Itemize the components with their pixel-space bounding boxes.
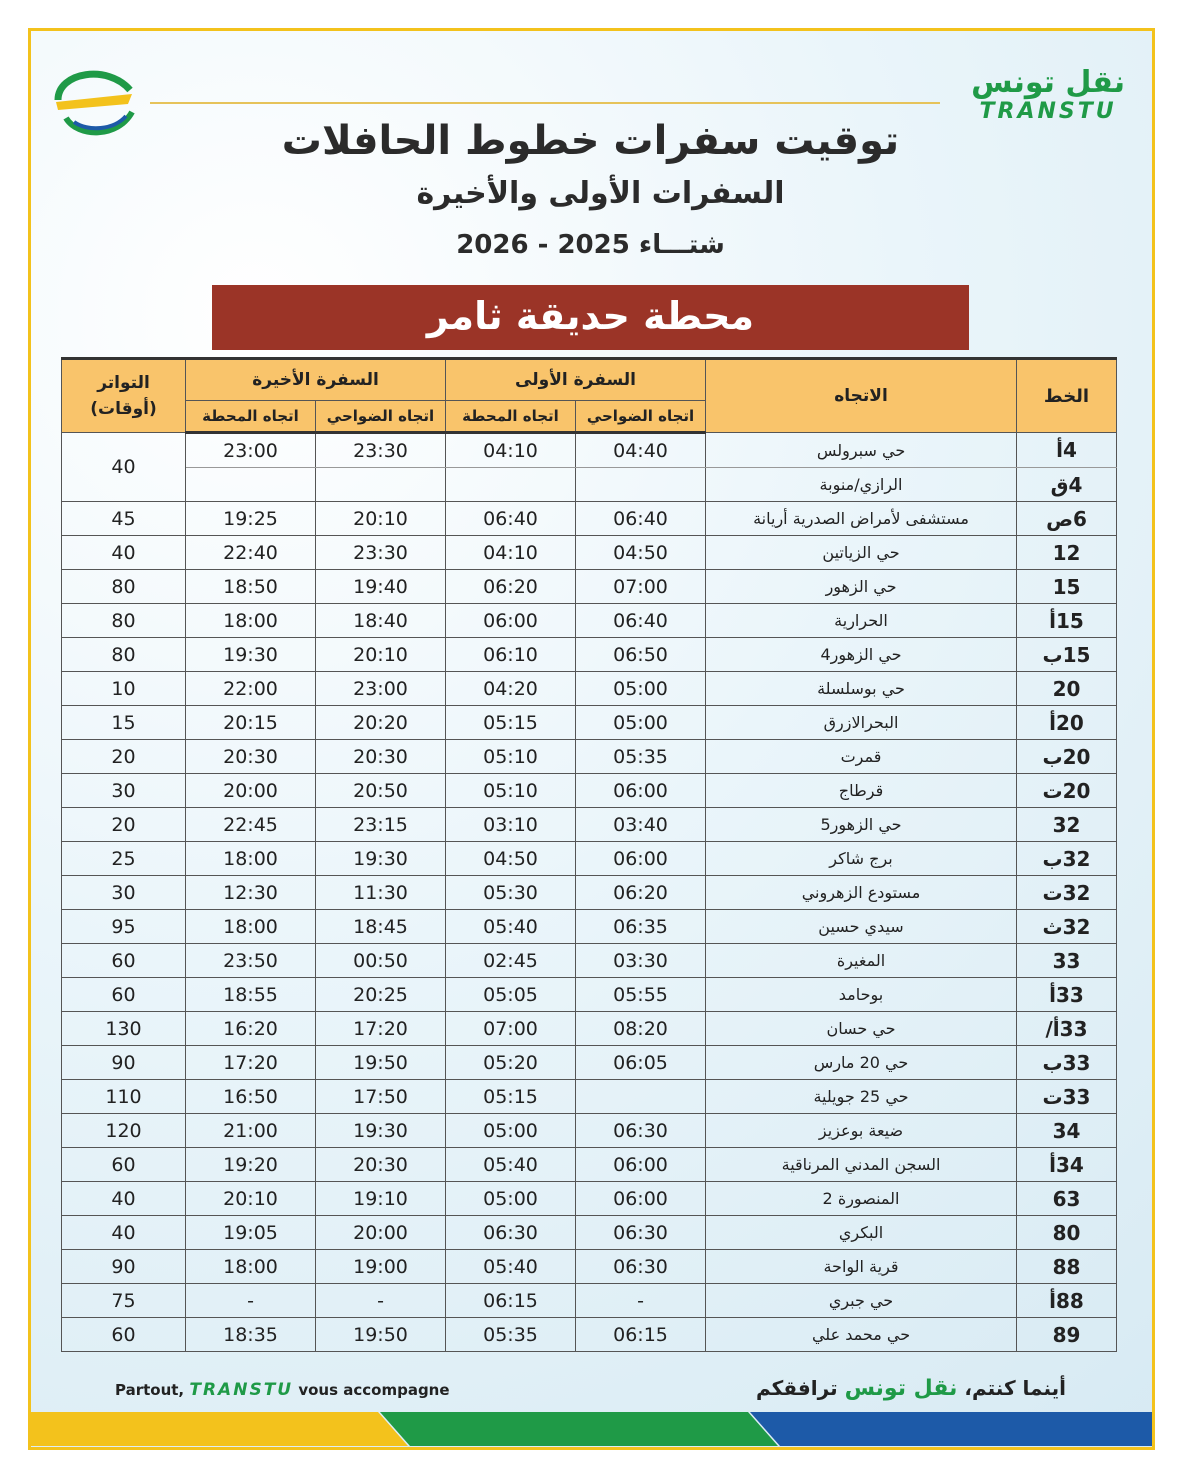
table-row (62, 433, 1117, 468)
last-toward-station-cell: 19:25 (186, 502, 316, 536)
frequency-cell: 75 (62, 1284, 186, 1318)
frequency-cell: 80 (62, 570, 186, 604)
last-toward-suburbs-cell: 19:30 (316, 842, 446, 876)
last-toward-suburbs-cell: 19:40 (316, 570, 446, 604)
last-toward-suburbs-cell: - (316, 1284, 446, 1318)
first-toward-suburbs-cell (576, 468, 706, 502)
first-toward-suburbs-cell: 03:40 (576, 808, 706, 842)
frequency-cell: 20 (62, 740, 186, 774)
frequency-cell: 60 (62, 1148, 186, 1182)
first-toward-station-cell: 06:30 (446, 1216, 576, 1250)
destination-cell: سيدي حسين (706, 910, 1017, 944)
first-toward-suburbs-cell: 06:40 (576, 604, 706, 638)
footer-ar-brand: نقل تونس (844, 1376, 958, 1401)
first-toward-station-cell: 05:00 (446, 1182, 576, 1216)
frequency-cell: 25 (62, 842, 186, 876)
header-first-toward-suburbs: اتجاه الضواحي (576, 401, 706, 433)
frequency-cell: 45 (62, 502, 186, 536)
last-toward-station-cell: 20:15 (186, 706, 316, 740)
last-toward-suburbs-cell: 20:00 (316, 1216, 446, 1250)
first-toward-suburbs-cell: 06:40 (576, 502, 706, 536)
first-toward-suburbs-cell: 06:05 (576, 1046, 706, 1080)
frequency-cell: 40 (62, 433, 186, 502)
first-toward-station-cell: 05:40 (446, 1250, 576, 1284)
frequency-cell: 95 (62, 910, 186, 944)
destination-cell: البحرالازرق (706, 706, 1017, 740)
line-cell: 4أ (1017, 433, 1117, 468)
last-toward-station-cell: 21:00 (186, 1114, 316, 1148)
last-toward-station-cell: 22:00 (186, 672, 316, 706)
line-cell: 88 (1017, 1250, 1117, 1284)
first-toward-station-cell: 05:40 (446, 910, 576, 944)
first-toward-station-cell (446, 468, 576, 502)
last-toward-station-cell: 18:00 (186, 1250, 316, 1284)
first-toward-station-cell: 05:15 (446, 706, 576, 740)
last-toward-suburbs-cell: 20:20 (316, 706, 446, 740)
first-toward-station-cell: 05:35 (446, 1318, 576, 1352)
table-row (62, 502, 1117, 536)
station-banner: محطة حديقة ثامر (212, 285, 969, 350)
last-toward-suburbs-cell: 23:30 (316, 433, 446, 468)
first-toward-suburbs-cell: 06:50 (576, 638, 706, 672)
table-row (62, 1284, 1117, 1318)
frequency-cell: 40 (62, 1182, 186, 1216)
destination-cell: حي الزهور5 (706, 808, 1017, 842)
header-destination: الاتجاه (706, 359, 1017, 433)
first-toward-suburbs-cell: 05:55 (576, 978, 706, 1012)
first-toward-suburbs-cell: - (576, 1284, 706, 1318)
last-toward-suburbs-cell: 20:10 (316, 638, 446, 672)
page-title: توقيت سفرات خطوط الحافلات (281, 118, 900, 164)
frequency-cell: 90 (62, 1250, 186, 1284)
table-row (62, 1080, 1117, 1114)
frequency-cell: 30 (62, 774, 186, 808)
destination-cell: البكري (706, 1216, 1017, 1250)
table-row (62, 1216, 1117, 1250)
table-row (62, 570, 1117, 604)
header-last-toward-suburbs: اتجاه الضواحي (316, 401, 446, 433)
table-row (62, 706, 1117, 740)
first-toward-station-cell: 05:20 (446, 1046, 576, 1080)
first-toward-station-cell: 05:00 (446, 1114, 576, 1148)
line-cell: 88أ (1017, 1284, 1117, 1318)
table-row (62, 672, 1117, 706)
table-row (62, 1250, 1117, 1284)
table-row (62, 774, 1117, 808)
first-toward-station-cell: 04:50 (446, 842, 576, 876)
destination-cell: السجن المدني المرناقية (706, 1148, 1017, 1182)
header-first-toward-station: اتجاه المحطة (446, 401, 576, 433)
first-toward-station-cell: 06:00 (446, 604, 576, 638)
line-cell: 63 (1017, 1182, 1117, 1216)
first-toward-station-cell: 05:15 (446, 1080, 576, 1114)
last-toward-station-cell: 22:40 (186, 536, 316, 570)
header-last-trip: السفرة الأخيرة (186, 359, 446, 401)
brand-latin: TRANSTU (979, 99, 1117, 124)
destination-cell: قرية الواحة (706, 1250, 1017, 1284)
first-toward-suburbs-cell: 07:00 (576, 570, 706, 604)
first-toward-station-cell: 06:40 (446, 502, 576, 536)
destination-cell: حي بوسلسلة (706, 672, 1017, 706)
last-toward-suburbs-cell: 17:50 (316, 1080, 446, 1114)
frequency-cell: 110 (62, 1080, 186, 1114)
table-row (62, 1148, 1117, 1182)
footer-fr-brand: TRANSTU (189, 1380, 294, 1400)
table-row (62, 910, 1117, 944)
destination-cell: مستشفى لأمراض الصدرية أريانة (706, 502, 1017, 536)
line-cell: 33أ (1017, 978, 1117, 1012)
table-row (62, 842, 1117, 876)
table-row (62, 1046, 1117, 1080)
line-cell: 20ب (1017, 740, 1117, 774)
destination-cell: حي حسان (706, 1012, 1017, 1046)
first-toward-suburbs-cell: 06:30 (576, 1114, 706, 1148)
last-toward-station-cell: 19:05 (186, 1216, 316, 1250)
header-first-trip: السفرة الأولى (446, 359, 706, 401)
first-toward-station-cell: 06:20 (446, 570, 576, 604)
first-toward-suburbs-cell: 04:50 (576, 536, 706, 570)
last-toward-station-cell: 18:00 (186, 910, 316, 944)
brand-logo (971, 66, 1125, 124)
destination-cell: المغيرة (706, 944, 1017, 978)
header-line: الخط (1017, 359, 1117, 433)
first-toward-station-cell: 04:10 (446, 433, 576, 468)
frequency-cell: 60 (62, 944, 186, 978)
first-toward-station-cell: 04:10 (446, 536, 576, 570)
footer-ar-suffix: ترافقكم (755, 1376, 838, 1400)
last-toward-station-cell: 18:00 (186, 842, 316, 876)
first-toward-station-cell: 05:10 (446, 740, 576, 774)
footer-fr-suffix: vous accompagne (298, 1381, 450, 1399)
line-cell: 34أ (1017, 1148, 1117, 1182)
first-toward-station-cell: 06:10 (446, 638, 576, 672)
line-cell: 4ق (1017, 468, 1117, 502)
table-row (62, 1182, 1117, 1216)
last-toward-suburbs-cell: 19:30 (316, 1114, 446, 1148)
table-row (62, 536, 1117, 570)
table-row (62, 1318, 1117, 1352)
table-row (62, 1012, 1117, 1046)
first-toward-station-cell: 07:00 (446, 1012, 576, 1046)
last-toward-station-cell: 18:50 (186, 570, 316, 604)
first-toward-suburbs-cell: 06:00 (576, 1182, 706, 1216)
last-toward-suburbs-cell: 19:10 (316, 1182, 446, 1216)
last-toward-station-cell: 23:50 (186, 944, 316, 978)
first-toward-suburbs-cell: 06:00 (576, 1148, 706, 1182)
last-toward-suburbs-cell: 19:50 (316, 1046, 446, 1080)
line-cell: 32ت (1017, 876, 1117, 910)
subtitle-text: السفرات الأولى والأخيرة (416, 176, 785, 211)
frequency-cell: 30 (62, 876, 186, 910)
first-toward-station-cell: 05:40 (446, 1148, 576, 1182)
frequency-cell: 60 (62, 978, 186, 1012)
frequency-cell: 15 (62, 706, 186, 740)
last-toward-suburbs-cell: 17:20 (316, 1012, 446, 1046)
last-toward-station-cell: 18:35 (186, 1318, 316, 1352)
first-toward-suburbs-cell: 06:35 (576, 910, 706, 944)
destination-cell: حي 25 جويلية (706, 1080, 1017, 1114)
last-toward-suburbs-cell: 23:15 (316, 808, 446, 842)
page-subtitle (0, 176, 1181, 211)
first-toward-suburbs-cell (576, 1080, 706, 1114)
last-toward-station-cell: 23:00 (186, 433, 316, 468)
first-toward-station-cell: 05:30 (446, 876, 576, 910)
first-toward-suburbs-cell: 04:40 (576, 433, 706, 468)
stripe-blue (750, 1412, 1152, 1446)
footer-color-stripes (28, 1412, 1152, 1446)
line-cell: 20أ (1017, 706, 1117, 740)
table-row (62, 944, 1117, 978)
line-cell: 6ص (1017, 502, 1117, 536)
last-toward-station-cell: 12:30 (186, 876, 316, 910)
last-toward-station-cell: 17:20 (186, 1046, 316, 1080)
last-toward-station-cell: 20:00 (186, 774, 316, 808)
line-cell: 32 (1017, 808, 1117, 842)
destination-cell: حي الزياتين (706, 536, 1017, 570)
frequency-cell: 40 (62, 1216, 186, 1250)
last-toward-suburbs-cell: 19:50 (316, 1318, 446, 1352)
line-cell: 32ب (1017, 842, 1117, 876)
first-toward-station-cell: 02:45 (446, 944, 576, 978)
line-cell: 33ت (1017, 1080, 1117, 1114)
destination-cell: بوحامد (706, 978, 1017, 1012)
schedule-table (61, 357, 1117, 1352)
destination-cell: الرازي/منوبة (706, 468, 1017, 502)
first-toward-suburbs-cell: 08:20 (576, 1012, 706, 1046)
line-cell: 15 (1017, 570, 1117, 604)
first-toward-suburbs-cell: 05:00 (576, 672, 706, 706)
first-toward-suburbs-cell: 06:30 (576, 1216, 706, 1250)
line-cell: 33أ/ (1017, 1012, 1117, 1046)
line-cell: 20ت (1017, 774, 1117, 808)
last-toward-station-cell: 22:45 (186, 808, 316, 842)
last-toward-station-cell: 16:20 (186, 1012, 316, 1046)
line-cell: 15أ (1017, 604, 1117, 638)
last-toward-station-cell: 18:55 (186, 978, 316, 1012)
last-toward-station-cell: 16:50 (186, 1080, 316, 1114)
destination-cell: الحرارية (706, 604, 1017, 638)
destination-cell: حي الزهور (706, 570, 1017, 604)
line-cell: 80 (1017, 1216, 1117, 1250)
last-toward-station-cell: 18:00 (186, 604, 316, 638)
frequency-cell: 10 (62, 672, 186, 706)
last-toward-station-cell (186, 468, 316, 502)
footer-ar-prefix: أينما كنتم، (964, 1376, 1066, 1400)
header-frequency: التواتر (أوقات) (62, 359, 186, 433)
line-cell: 32ث (1017, 910, 1117, 944)
destination-cell: مستودع الزهروني (706, 876, 1017, 910)
line-cell: 34 (1017, 1114, 1117, 1148)
destination-cell: قرطاج (706, 774, 1017, 808)
first-toward-suburbs-cell: 05:00 (576, 706, 706, 740)
footer-slogan-ar (756, 1376, 1066, 1401)
footer-fr-prefix: Partout, (115, 1381, 185, 1399)
last-toward-suburbs-cell: 20:30 (316, 1148, 446, 1182)
header-last-toward-station: اتجاه المحطة (186, 401, 316, 433)
stripe-yellow (28, 1412, 408, 1446)
line-cell: 33 (1017, 944, 1117, 978)
last-toward-station-cell: 20:10 (186, 1182, 316, 1216)
last-toward-station-cell: - (186, 1284, 316, 1318)
destination-cell: حي محمد علي (706, 1318, 1017, 1352)
frequency-cell: 60 (62, 1318, 186, 1352)
frequency-cell: 80 (62, 638, 186, 672)
footer-slogan-fr (115, 1380, 450, 1400)
frequency-cell: 40 (62, 536, 186, 570)
destination-cell: ضيعة بوعزيز (706, 1114, 1017, 1148)
table-row (62, 604, 1117, 638)
table-row (62, 1114, 1117, 1148)
last-toward-station-cell: 19:30 (186, 638, 316, 672)
table-row (62, 876, 1117, 910)
frequency-cell: 90 (62, 1046, 186, 1080)
season-label: شتـــاء 2025 - 2026 (456, 230, 725, 260)
stripe-green (380, 1412, 778, 1446)
last-toward-station-cell: 19:20 (186, 1148, 316, 1182)
first-toward-station-cell: 06:15 (446, 1284, 576, 1318)
last-toward-suburbs-cell: 11:30 (316, 876, 446, 910)
line-cell: 33ب (1017, 1046, 1117, 1080)
last-toward-suburbs-cell: 20:25 (316, 978, 446, 1012)
table-row (62, 978, 1117, 1012)
first-toward-station-cell: 03:10 (446, 808, 576, 842)
frequency-cell: 130 (62, 1012, 186, 1046)
frequency-cell: 20 (62, 808, 186, 842)
last-toward-suburbs-cell (316, 468, 446, 502)
destination-cell: قمرت (706, 740, 1017, 774)
brand-arabic: نقل تونس (971, 65, 1125, 100)
table-row (62, 638, 1117, 672)
first-toward-station-cell: 05:10 (446, 774, 576, 808)
line-cell: 12 (1017, 536, 1117, 570)
line-cell: 15ب (1017, 638, 1117, 672)
last-toward-suburbs-cell: 00:50 (316, 944, 446, 978)
first-toward-suburbs-cell: 06:00 (576, 842, 706, 876)
destination-cell: حي سبرولس (706, 433, 1017, 468)
last-toward-suburbs-cell: 20:50 (316, 774, 446, 808)
last-toward-suburbs-cell: 19:00 (316, 1250, 446, 1284)
destination-cell: المنصورة 2 (706, 1182, 1017, 1216)
last-toward-suburbs-cell: 23:30 (316, 536, 446, 570)
destination-cell: حي جبري (706, 1284, 1017, 1318)
first-toward-suburbs-cell: 06:15 (576, 1318, 706, 1352)
first-toward-suburbs-cell: 03:30 (576, 944, 706, 978)
line-cell: 20 (1017, 672, 1117, 706)
destination-cell: برج شاكر (706, 842, 1017, 876)
destination-cell: حي 20 مارس (706, 1046, 1017, 1080)
header-rule (150, 102, 940, 104)
first-toward-suburbs-cell: 06:00 (576, 774, 706, 808)
destination-cell: حي الزهور4 (706, 638, 1017, 672)
first-toward-station-cell: 04:20 (446, 672, 576, 706)
table-row (62, 468, 1117, 502)
last-toward-suburbs-cell: 20:30 (316, 740, 446, 774)
first-toward-suburbs-cell: 05:35 (576, 740, 706, 774)
table-row (62, 740, 1117, 774)
last-toward-suburbs-cell: 23:00 (316, 672, 446, 706)
first-toward-suburbs-cell: 06:20 (576, 876, 706, 910)
table-row (62, 808, 1117, 842)
first-toward-suburbs-cell: 06:30 (576, 1250, 706, 1284)
line-cell: 89 (1017, 1318, 1117, 1352)
frequency-cell: 120 (62, 1114, 186, 1148)
frequency-cell: 80 (62, 604, 186, 638)
first-toward-station-cell: 05:05 (446, 978, 576, 1012)
last-toward-station-cell: 20:30 (186, 740, 316, 774)
last-toward-suburbs-cell: 18:45 (316, 910, 446, 944)
last-toward-suburbs-cell: 20:10 (316, 502, 446, 536)
last-toward-suburbs-cell: 18:40 (316, 604, 446, 638)
